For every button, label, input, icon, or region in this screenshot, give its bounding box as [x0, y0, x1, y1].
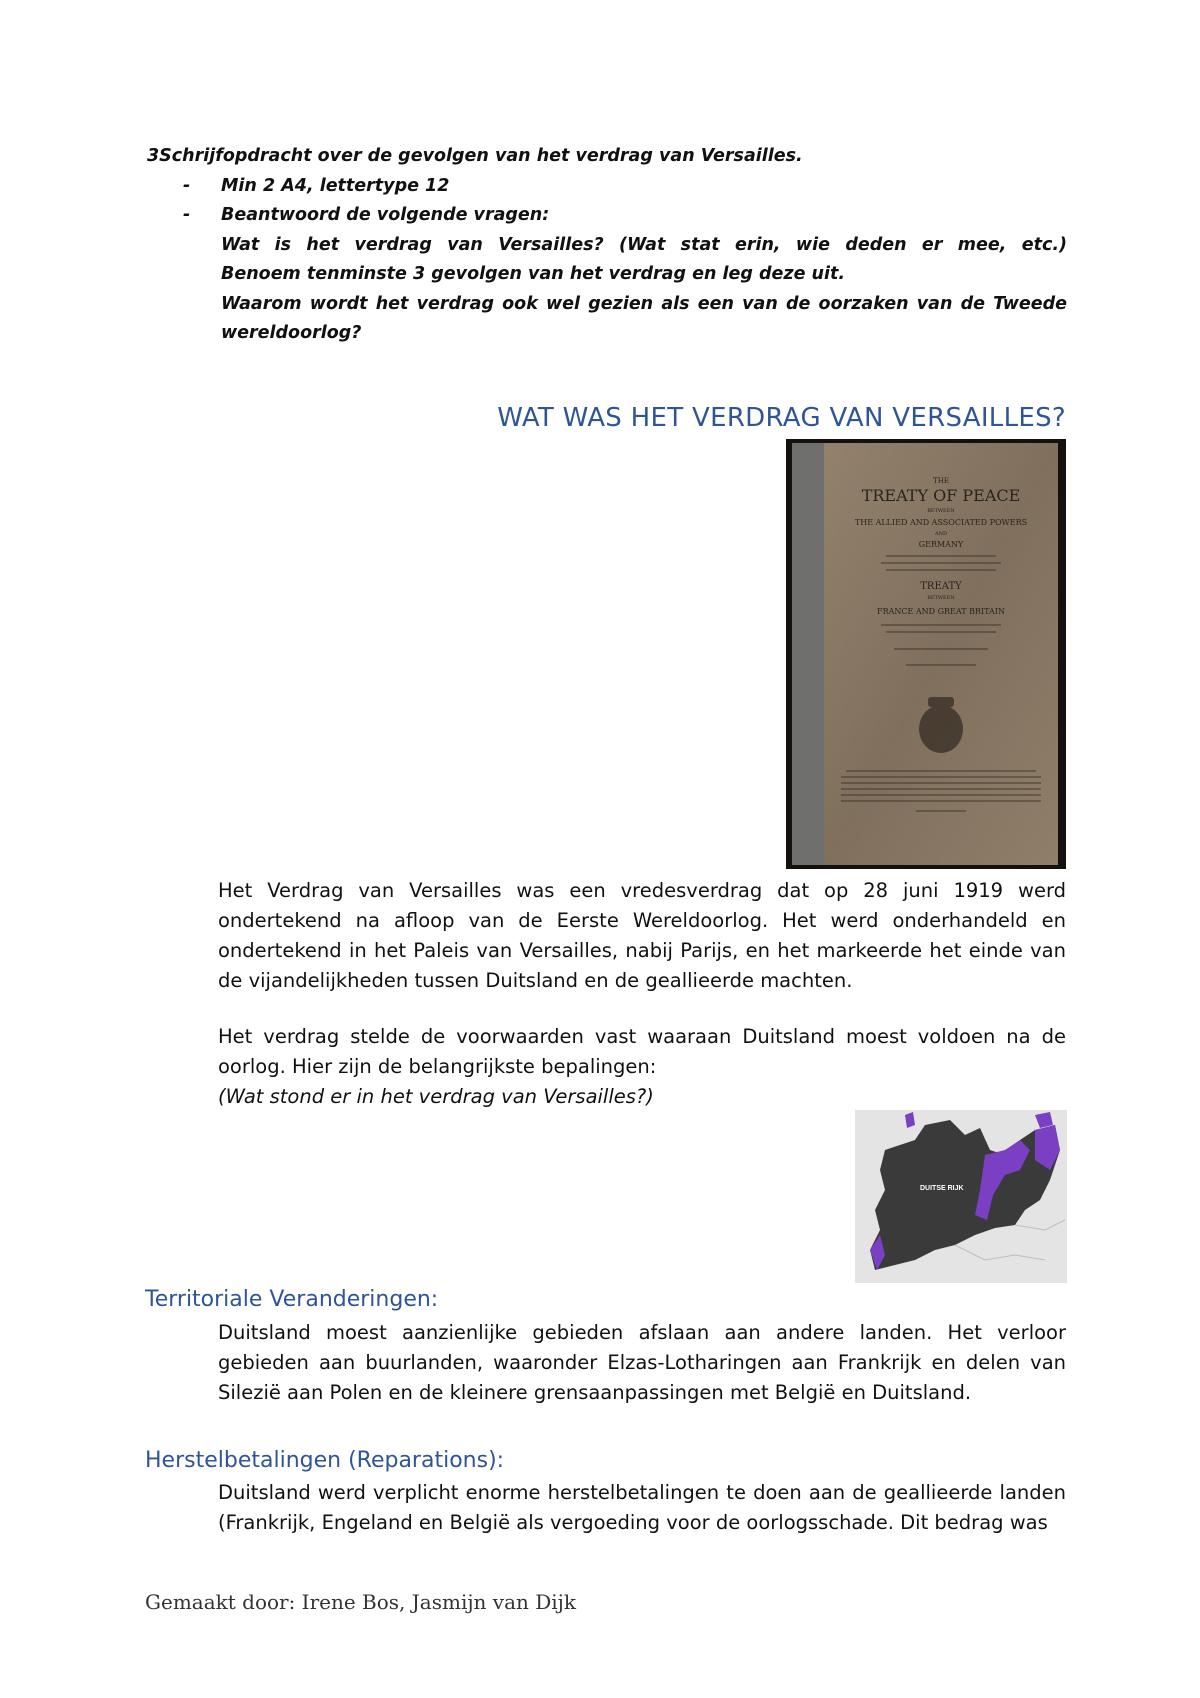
section-heading-reparations: Herstelbetalingen (Reparations):: [145, 1448, 505, 1473]
book-line: AND: [935, 531, 947, 537]
question-list: [147, 231, 1067, 349]
book-line: TREATY OF PEACE: [861, 486, 1021, 505]
assignment-title: 3Schrijfopdracht over de gevolgen van het verdrag van Versailles.: [147, 146, 803, 166]
conditions-paragraph: [218, 1022, 1066, 1112]
book-line: THE ALLIED AND ASSOCIATED POWERS: [854, 518, 1028, 527]
book-line: BETWEEN: [927, 508, 955, 514]
intro-paragraph: Het Verdrag van Versailles was een vredesverdrag dat op 28 juni 1919 werd ondertekend na afloop van de Eerste Wereldoorlog. Het werd onderhandeld en ondertekend in het Paleis van Versailles, nabij Parijs, en het markeerde het einde van de vijandelijkheden tussen Duitsland en de geallieerde machten.: [218, 879, 1066, 992]
book-line: GERMANY: [918, 540, 964, 549]
assignment-block: [147, 142, 1067, 349]
main-heading: WAT WAS HET VERDRAG VAN VERSAILLES?: [497, 403, 1066, 433]
section-text-territorial: Duitsland moest aanzienlijke gebieden afslaan aan andere landen. Het verloor gebieden aan buurlanden, waaronder Elzas-Lotharingen aan Frankrijk en delen van Silezië aan Polen en de kleinere grensaanpassingen met België en Duitsland.: [218, 1321, 1066, 1404]
map-label: DUITSE RIJK: [920, 1185, 964, 1192]
question: Waarom wordt het verdrag ook wel gezien als een van de oorzaken van de Tweede wereldoorlog?: [221, 293, 1067, 343]
question: Benoem tenminste 3 gevolgen van het verdrag en leg deze uit.: [221, 264, 846, 284]
book-line: TREATY: [920, 581, 962, 592]
conditions-note: (Wat stond er in het verdrag van Versailles?): [218, 1085, 654, 1108]
book-line: THE: [933, 477, 949, 485]
assignment-bullet: [147, 172, 1067, 202]
book-line: FRANCE AND GREAT BRITAIN: [877, 607, 1005, 616]
assignment-bullet: [147, 201, 1067, 231]
bullet-text: Min 2 A4, lettertype 12: [221, 175, 450, 196]
bullet-dash: -: [183, 205, 191, 225]
section-heading-territorial: Territoriale Veranderingen:: [145, 1287, 439, 1312]
section-text-reparations: Duitsland werd verplicht enorme herstelbetalingen te doen aan de geallieerde landen (Frankrijk, Engeland en België als vergoeding voor de oorlogsschade. Dit bedrag was: [218, 1481, 1066, 1534]
book-line: BETWEEN: [927, 595, 955, 601]
treaty-book-image: [786, 439, 1066, 869]
footer-credits: Gemaakt door: Irene Bos, Jasmijn van Dijk: [145, 1590, 576, 1614]
german-empire-map: [855, 1110, 1067, 1283]
question: Wat is het verdrag van Versailles? (Wat stat erin, wie deden er mee, etc.): [221, 234, 1067, 255]
bullet-dash: -: [183, 175, 191, 196]
bullet-text: Beantwoord de volgende vragen:: [221, 205, 550, 225]
conditions-text: Het verdrag stelde de voorwaarden vast waaraan Duitsland moest voldoen na de oorlog. Hier zijn de belangrijkste bepalingen:: [218, 1025, 1066, 1078]
